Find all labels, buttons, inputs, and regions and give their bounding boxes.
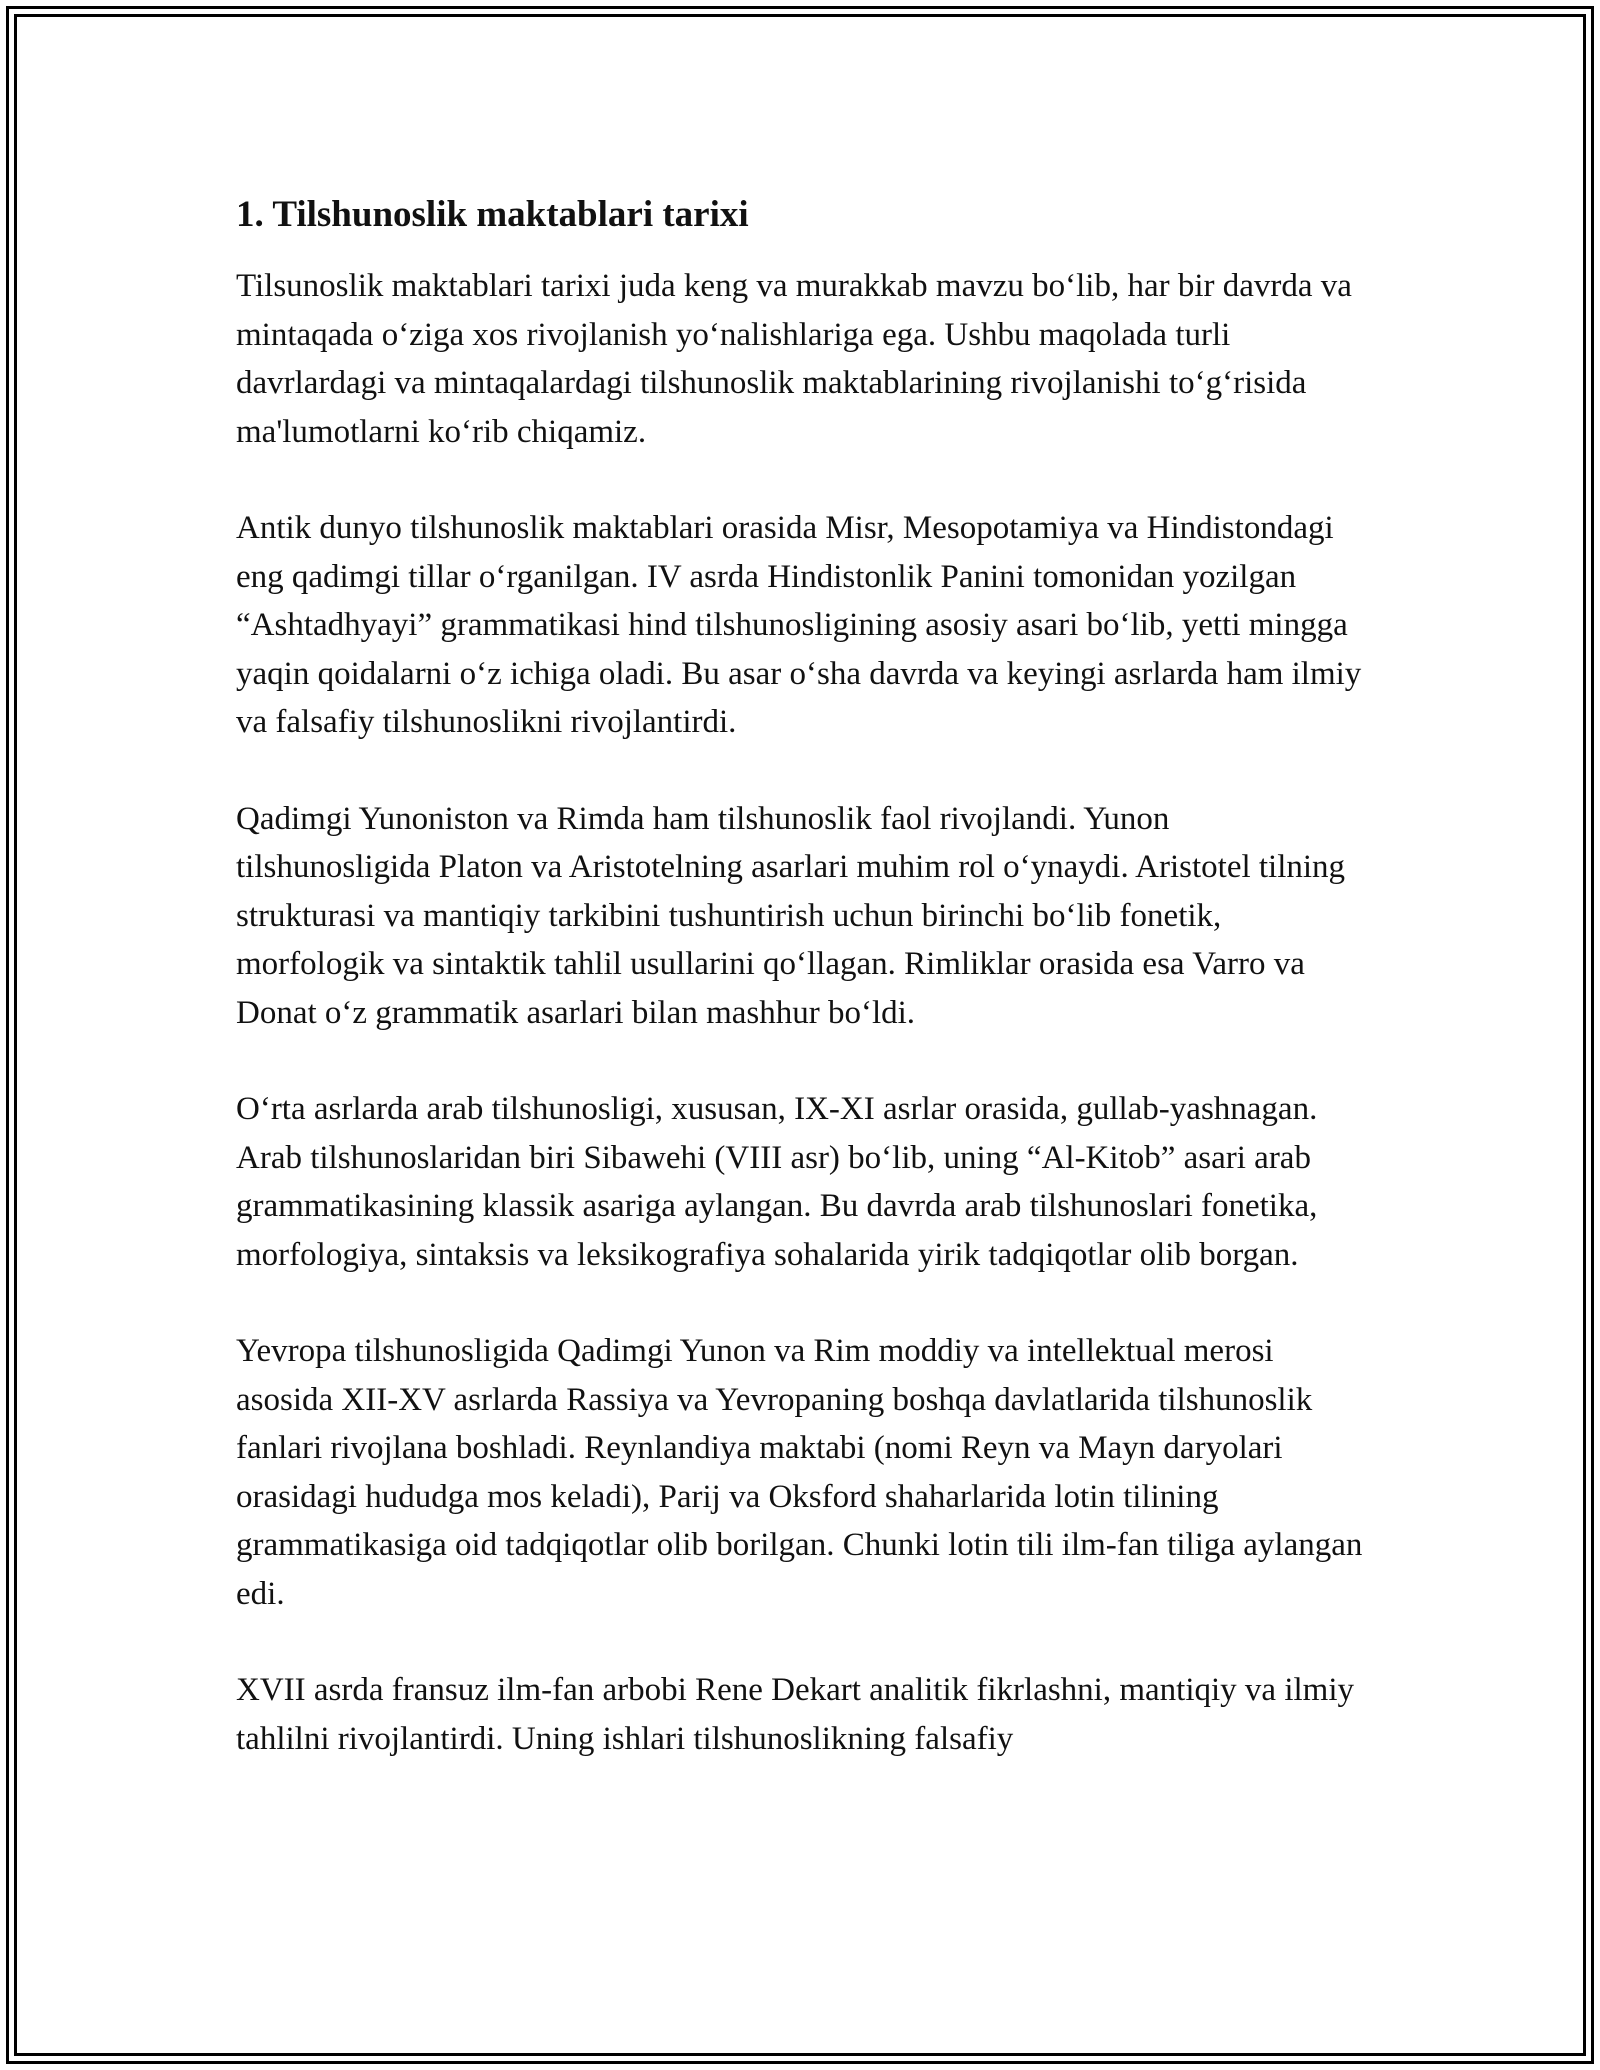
document-body — [236, 190, 1366, 1763]
paragraph-arab-linguistics: O‘rta asrlarda arab tilshunosligi, xususan, IX-XI asrlar orasida, gullab-yashnagan. Arab tilshunoslaridan biri Sibawehi (VIII asr) bo‘lib, uning “Al-Kitob” asari arab grammatikasining klassik asariga aylangan. Bu davrda arab tilshunoslari fonetika, morfologiya, sintaksis va leksikografiya sohalarida yirik tadqiqotlar olib borgan. — [236, 1091, 1318, 1273]
paragraph-antiquity: Antik dunyo tilshunoslik maktablari orasida Misr, Mesopotamiya va Hindistondagi eng qadimgi tillar o‘rganilgan. IV asrda Hindistonlik Panini tomonidan yozilgan “Ashtadhyayi” grammatikasi hind tilshunosligining asosiy asari bo‘lib, yetti mingga yaqin qoidalarni o‘z ichiga oladi. Bu asar o‘sha davrda va keyingi asrlarda ham ilmiy va falsafiy tilshunoslikni rivojlantirdi. — [236, 510, 1362, 740]
paragraph-intro: Tilsunoslik maktablari tarixi juda keng va murakkab mavzu bo‘lib, har bir davrda va mintaqada o‘ziga xos rivojlanish yo‘nalishlariga ega. Ushbu maqolada turli davrlardagi va mintaqalardagi tilshunoslik maktablarining rivojlanishi to‘g‘risida ma'lumotlarni ko‘rib chiqamiz. — [236, 268, 1352, 450]
paragraph-greece-rome: Qadimgi Yunoniston va Rimda ham tilshunoslik faol rivojlandi. Yunon tilshunosligida Platon va Aristotelning asarlari muhim rol o‘ynaydi. Aristotel tilning strukturasi va mantiqiy tarkibini tushuntirish uchun birinchi bo‘lib fonetik, morfologik va sintaktik tahlil usullarini qo‘llagan. Rimliklar orasida esa Varro va Donat o‘z grammatik asarlari bilan mashhur bo‘ldi. — [236, 800, 1346, 1031]
paragraph-european-linguistics: Yevropa tilshunosligida Qadimgi Yunon va Rim moddiy va intellektual merosi asosida XII-XV asrlarda Rassiya va Yevropaning boshqa davlatlarida tilshunoslik fanlari rivojlana boshladi. Reynlandiya maktabi (nomi Reyn va Mayn daryolari orasidagi hududga mos keladi), Parij va Oksford shaharlarida lotin tilining grammatikasiga oid tadqiqotlar olib borilgan. Chunki lotin tili ilm-fan tiliga aylangan edi. — [236, 1333, 1363, 1612]
paragraph-descartes: XVII asrda fransuz ilm-fan arbobi Rene Dekart analitik fikrlashni, mantiqiy va ilmiy tahlilni rivojlantirdi. Uning ishlari tilshunoslikning falsafiy — [236, 1672, 1354, 1757]
section-heading: 1. Tilshunoslik maktablari tarixi — [236, 194, 749, 235]
